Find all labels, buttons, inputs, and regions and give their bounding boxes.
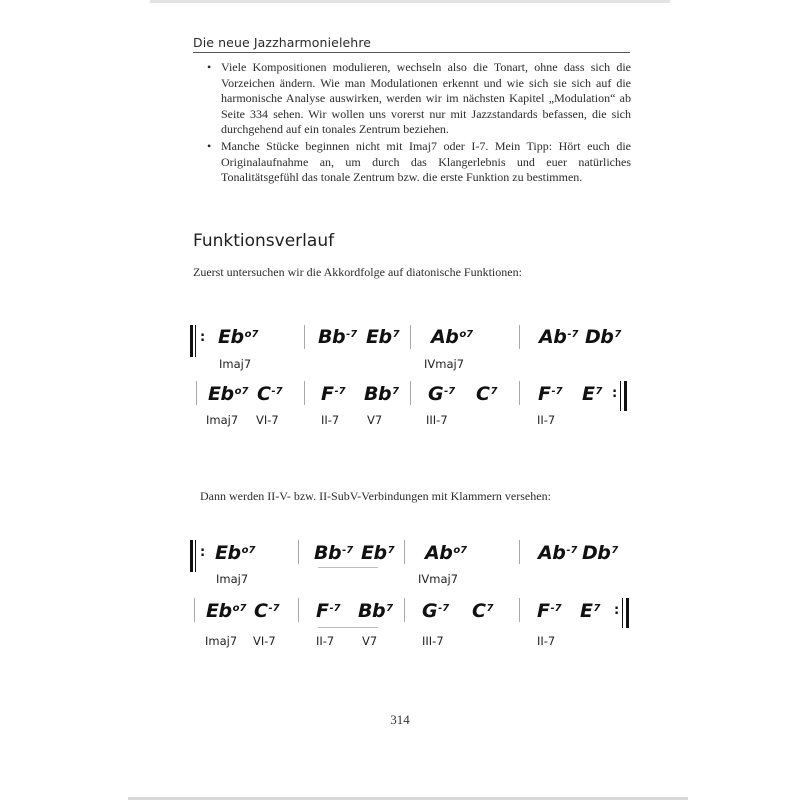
running-head: Die neue Jazzharmonielehre <box>193 35 372 50</box>
function-label: III-7 <box>422 634 444 648</box>
function-label: Imaj7 <box>216 572 249 586</box>
chord: $Ab^{o7}$ <box>425 542 468 564</box>
function-label: II-7 <box>316 634 335 648</box>
barline <box>519 598 520 622</box>
barline <box>194 598 195 622</box>
page-edge-top <box>150 0 670 3</box>
chord: $Bb^{-7}$ <box>314 542 354 564</box>
section-title: Funktionsverlauf <box>193 231 335 251</box>
barline <box>298 598 299 622</box>
function-label: II-7 <box>537 634 556 648</box>
chord: $F^{-7}$ <box>316 600 341 622</box>
bullet-text: Manche Stücke beginnen nicht mit Imaj7 oder I-7. Mein Tipp: Hört euch die Originalaufnahme an, um durch das Klangerlebnis und euer natürliches Tonalitätsgefühl das tonale Zentrum bzw. die erste Funktion zu bestimmen. <box>221 139 631 185</box>
chord: Db$^7$ <box>585 326 622 348</box>
function-label: II-7 <box>537 413 556 427</box>
chord: Eb$^7$ <box>361 542 395 564</box>
chord: $F^{-7}$ <box>537 600 562 622</box>
function-label: IVmaj7 <box>418 572 459 586</box>
function-label: II-7 <box>321 413 340 427</box>
chord: Bb$^7$ <box>364 383 400 405</box>
chord: $C^{-7}$ <box>254 600 280 622</box>
chord: $Ab^{-7}$ <box>538 542 578 564</box>
function-label: V7 <box>367 413 383 427</box>
barline <box>298 540 299 564</box>
function-label: Imaj7 <box>206 413 239 427</box>
bullet-marker: • <box>207 60 212 74</box>
function-label: VI-7 <box>256 413 279 427</box>
chord: $Ab^{o7}$ <box>431 326 474 348</box>
function-label: VI-7 <box>253 634 276 648</box>
bullet-tip <box>207 139 631 186</box>
chord: $Ab^{-7}$ <box>539 326 579 348</box>
running-head-rule <box>193 52 630 53</box>
barline <box>519 325 520 349</box>
chord: $G^{-7}$ <box>428 383 456 405</box>
chord: $C^7$ <box>472 600 494 622</box>
intro-text-2: Dann werden II-V- bzw. II-SubV-Verbindungen mit Klammern versehen: <box>200 489 551 503</box>
chord: $F^{-7}$ <box>321 383 346 405</box>
page-number: 314 <box>390 712 410 727</box>
chord: $E^7$ <box>582 383 603 405</box>
barline <box>404 598 405 622</box>
barline <box>304 381 305 405</box>
bullet-marker: • <box>207 139 212 153</box>
ii-v-bracket <box>318 627 378 628</box>
function-label: III-7 <box>426 413 448 427</box>
chord: $C^{-7}$ <box>257 383 283 405</box>
chord: Bb$^7$ <box>358 600 394 622</box>
barline <box>519 540 520 564</box>
bullet-text: Viele Kompositionen modulieren, wechseln also die Tonart, ohne dass sich die Vorzeichen ändern. Wie man Modulationen erkennt und wie sich sie sich auf die harmonische Analyse auswirken, werden wir im nächsten Kapitel „Modulation“ ab Seite 334 sehen. Wir wollen uns vorerst nur mit Jazzstandards befassen, die sich durchgehend auf ein tonales Zentrum beziehen. <box>221 60 631 137</box>
chord: Db$^7$ <box>582 542 619 564</box>
function-label: IVmaj7 <box>424 357 465 371</box>
function-label: V7 <box>362 634 378 648</box>
intro-text-1: Zuerst untersuchen wir die Akkordfolge auf diatonische Funktionen: <box>193 265 522 279</box>
barline <box>519 381 520 405</box>
chord: Eb$^7$ <box>366 326 400 348</box>
barline <box>304 325 305 349</box>
bullet-modulation <box>207 60 631 138</box>
chord: $Bb^{-7}$ <box>318 326 358 348</box>
ii-v-bracket <box>318 567 378 568</box>
barline <box>410 381 411 405</box>
chord: $G^{-7}$ <box>422 600 450 622</box>
chord: $E^7$ <box>580 600 601 622</box>
chord: $Eb^{o7}$ <box>206 600 247 622</box>
chord: $Eb^{o7}$ <box>215 542 256 564</box>
barline <box>410 325 411 349</box>
function-label: Imaj7 <box>205 634 238 648</box>
chord: $C^7$ <box>476 383 498 405</box>
chord: $Eb^{o7}$ <box>218 326 259 348</box>
barline <box>196 381 197 405</box>
chord: $F^{-7}$ <box>538 383 563 405</box>
barline <box>404 540 405 564</box>
function-label: Imaj7 <box>219 357 252 371</box>
chord: $Eb^{o7}$ <box>208 383 249 405</box>
